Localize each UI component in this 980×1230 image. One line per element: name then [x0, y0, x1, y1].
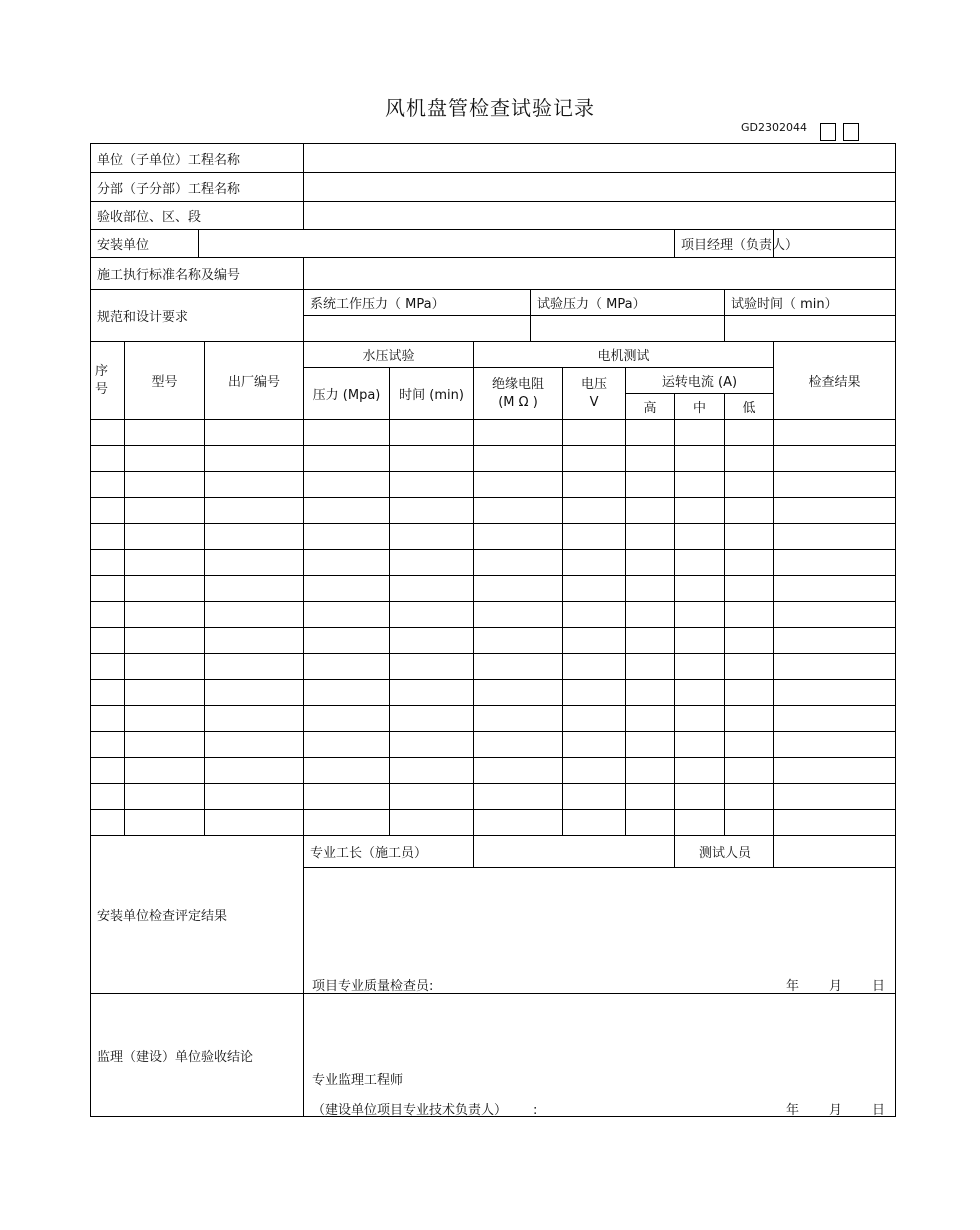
- table-cell[interactable]: [390, 524, 474, 550]
- table-cell[interactable]: [91, 446, 125, 472]
- table-cell[interactable]: [774, 732, 896, 758]
- table-cell[interactable]: [91, 524, 125, 550]
- table-cell[interactable]: [725, 550, 774, 576]
- table-cell[interactable]: [390, 446, 474, 472]
- table-cell[interactable]: [390, 810, 474, 836]
- table-cell[interactable]: [563, 706, 626, 732]
- table-cell[interactable]: [125, 576, 205, 602]
- table-cell[interactable]: [304, 758, 390, 784]
- table-cell[interactable]: [91, 758, 125, 784]
- table-cell[interactable]: [675, 628, 725, 654]
- value-sub-project[interactable]: [304, 173, 896, 202]
- table-cell[interactable]: [725, 420, 774, 446]
- table-cell[interactable]: [91, 628, 125, 654]
- table-cell[interactable]: [474, 784, 563, 810]
- table-cell[interactable]: [474, 602, 563, 628]
- table-cell[interactable]: [304, 550, 390, 576]
- table-cell[interactable]: [390, 576, 474, 602]
- table-cell[interactable]: [563, 498, 626, 524]
- table-row: [91, 758, 896, 784]
- table-cell[interactable]: [125, 654, 205, 680]
- table-cell[interactable]: [125, 758, 205, 784]
- header-insulation: [474, 368, 563, 420]
- row-acceptance-location: [91, 202, 896, 230]
- table-cell[interactable]: [675, 550, 725, 576]
- supervision-date-year: 年: [786, 1103, 800, 1118]
- table-cell[interactable]: [725, 680, 774, 706]
- table-cell[interactable]: [725, 628, 774, 654]
- table-cell[interactable]: [91, 654, 125, 680]
- table-row: [91, 706, 896, 732]
- table-row: [91, 446, 896, 472]
- label-sub-project: 分部（子分部）工程名称: [91, 173, 304, 202]
- table-cell[interactable]: [675, 706, 725, 732]
- install-signature-line: [312, 975, 885, 994]
- table-cell[interactable]: [774, 654, 896, 680]
- table-cell[interactable]: [304, 654, 390, 680]
- table-cell[interactable]: [563, 472, 626, 498]
- value-acceptance-location[interactable]: [304, 202, 896, 230]
- table-cell[interactable]: [563, 576, 626, 602]
- table-cell[interactable]: [205, 758, 304, 784]
- value-tester[interactable]: [774, 836, 896, 868]
- table-cell[interactable]: [91, 732, 125, 758]
- table-cell[interactable]: [774, 550, 896, 576]
- table-cell[interactable]: [474, 446, 563, 472]
- install-result-cell[interactable]: [304, 868, 896, 994]
- table-cell[interactable]: [675, 472, 725, 498]
- table-cell[interactable]: [91, 784, 125, 810]
- form-code: GD2302044: [741, 121, 807, 134]
- row-sub-project: [91, 173, 896, 202]
- row-header-1: [91, 342, 896, 368]
- header-voltage-line1: 电压: [581, 376, 608, 392]
- table-cell[interactable]: [626, 420, 675, 446]
- row-supervision-result: [91, 994, 896, 1117]
- table-cell[interactable]: [205, 576, 304, 602]
- table-cell[interactable]: [725, 784, 774, 810]
- table-cell[interactable]: [390, 784, 474, 810]
- table-cell[interactable]: [725, 472, 774, 498]
- label-design-requirements: 规范和设计要求: [91, 290, 304, 342]
- header-voltage: [563, 368, 626, 420]
- table-cell[interactable]: [474, 524, 563, 550]
- table-cell[interactable]: [774, 524, 896, 550]
- table-row: [91, 576, 896, 602]
- table-cell[interactable]: [304, 576, 390, 602]
- table-cell[interactable]: [390, 706, 474, 732]
- header-current: 运转电流 (A): [626, 368, 774, 394]
- table-cell[interactable]: [390, 472, 474, 498]
- table-cell[interactable]: [91, 576, 125, 602]
- table-cell[interactable]: [205, 706, 304, 732]
- table-cell[interactable]: [563, 628, 626, 654]
- page-title: 风机盘管检查试验记录: [385, 96, 595, 120]
- table-cell[interactable]: [91, 472, 125, 498]
- table-cell[interactable]: [675, 576, 725, 602]
- install-date-month: 月: [829, 979, 843, 994]
- supervision-date-day: 日: [872, 1103, 886, 1118]
- table-cell[interactable]: [205, 602, 304, 628]
- value-installation-unit[interactable]: [199, 230, 675, 258]
- header-current-mid: 中: [675, 394, 725, 420]
- value-construction-standard[interactable]: [304, 258, 896, 290]
- row-unit-project: [91, 144, 896, 173]
- table-cell[interactable]: [675, 524, 725, 550]
- table-cell[interactable]: [626, 810, 675, 836]
- table-cell[interactable]: [205, 680, 304, 706]
- table-cell[interactable]: [563, 654, 626, 680]
- install-date-day: 日: [872, 979, 886, 994]
- table-cell[interactable]: [626, 732, 675, 758]
- header-insulation-line1: 绝缘电阻: [492, 376, 545, 392]
- supervision-date: [786, 1099, 885, 1118]
- table-cell[interactable]: [474, 472, 563, 498]
- table-cell[interactable]: [125, 810, 205, 836]
- table-cell[interactable]: [474, 732, 563, 758]
- owner-rep-line: [312, 1099, 885, 1118]
- table-cell[interactable]: [125, 420, 205, 446]
- table-cell[interactable]: [774, 420, 896, 446]
- table-row: [91, 524, 896, 550]
- table-cell[interactable]: [390, 654, 474, 680]
- table-cell[interactable]: [304, 472, 390, 498]
- table-cell[interactable]: [125, 602, 205, 628]
- table-cell[interactable]: [725, 524, 774, 550]
- table-cell[interactable]: [725, 654, 774, 680]
- table-cell[interactable]: [675, 680, 725, 706]
- header-current-high: 高: [626, 394, 675, 420]
- table-cell[interactable]: [563, 602, 626, 628]
- table-cell[interactable]: [91, 420, 125, 446]
- table-row: [91, 680, 896, 706]
- table-cell[interactable]: [390, 628, 474, 654]
- table-cell[interactable]: [205, 628, 304, 654]
- table-cell[interactable]: [125, 732, 205, 758]
- table-row: [91, 602, 896, 628]
- table-row: [91, 654, 896, 680]
- table-cell[interactable]: [390, 550, 474, 576]
- label-test-pressure: 试验压力（ MPa）: [531, 290, 725, 316]
- supervisor-line: [312, 1069, 885, 1088]
- inspection-form-table: [90, 143, 896, 1117]
- table-cell[interactable]: [563, 758, 626, 784]
- table-cell[interactable]: [474, 576, 563, 602]
- table-cell[interactable]: [474, 628, 563, 654]
- row-installation-unit: [91, 230, 896, 258]
- table-cell[interactable]: [474, 706, 563, 732]
- table-cell[interactable]: [675, 732, 725, 758]
- table-cell[interactable]: [626, 524, 675, 550]
- label-construction-standard: 施工执行标准名称及编号: [91, 258, 304, 290]
- table-cell[interactable]: [125, 472, 205, 498]
- table-cell[interactable]: [774, 576, 896, 602]
- table-cell[interactable]: [774, 472, 896, 498]
- table-cell[interactable]: [304, 420, 390, 446]
- table-cell[interactable]: [725, 498, 774, 524]
- table-cell[interactable]: [390, 602, 474, 628]
- label-supervisor: 专业监理工程师: [312, 1073, 404, 1088]
- label-installation-unit: 安装单位: [91, 230, 199, 258]
- table-cell[interactable]: [125, 784, 205, 810]
- table-cell[interactable]: [304, 628, 390, 654]
- table-cell[interactable]: [304, 680, 390, 706]
- table-cell[interactable]: [390, 758, 474, 784]
- label-system-pressure: 系统工作压力（ MPa）: [304, 290, 531, 316]
- header-hydro-test: 水压试验: [304, 342, 474, 368]
- table-cell[interactable]: [626, 706, 675, 732]
- label-test-time: 试验时间（ min）: [725, 290, 896, 316]
- table-cell[interactable]: [626, 446, 675, 472]
- supervision-result-cell[interactable]: [304, 994, 896, 1117]
- table-cell[interactable]: [675, 654, 725, 680]
- header-current-low: 低: [725, 394, 774, 420]
- table-cell[interactable]: [474, 654, 563, 680]
- table-cell[interactable]: [626, 628, 675, 654]
- table-cell[interactable]: [725, 576, 774, 602]
- table-cell[interactable]: [205, 446, 304, 472]
- table-cell[interactable]: [390, 680, 474, 706]
- value-foreman[interactable]: [474, 836, 675, 868]
- table-cell[interactable]: [474, 680, 563, 706]
- table-cell[interactable]: [91, 602, 125, 628]
- row-design-requirements: [91, 290, 896, 316]
- table-cell[interactable]: [563, 420, 626, 446]
- label-unit-project: 单位（子单位）工程名称: [91, 144, 304, 173]
- table-cell[interactable]: [205, 550, 304, 576]
- table-cell[interactable]: [304, 602, 390, 628]
- table-row: [91, 784, 896, 810]
- table-cell[interactable]: [563, 680, 626, 706]
- table-row: [91, 550, 896, 576]
- label-owner-colon: :: [533, 1103, 538, 1118]
- table-row: [91, 732, 896, 758]
- table-cell[interactable]: [725, 810, 774, 836]
- table-cell[interactable]: [675, 784, 725, 810]
- value-test-time[interactable]: [725, 316, 896, 342]
- table-cell[interactable]: [474, 810, 563, 836]
- header-seq: [91, 342, 125, 420]
- table-cell[interactable]: [304, 498, 390, 524]
- data-rows: [91, 420, 896, 836]
- label-owner-rep-group: [312, 1099, 537, 1118]
- table-cell[interactable]: [390, 420, 474, 446]
- label-project-manager: 项目经理（负责人）: [675, 230, 774, 258]
- table-cell[interactable]: [626, 680, 675, 706]
- table-cell[interactable]: [725, 706, 774, 732]
- table-cell[interactable]: [125, 550, 205, 576]
- label-acceptance-location: 验收部位、区、段: [91, 202, 304, 230]
- table-cell[interactable]: [774, 602, 896, 628]
- table-cell[interactable]: [125, 446, 205, 472]
- table-cell[interactable]: [563, 446, 626, 472]
- code-box-2[interactable]: [843, 123, 859, 141]
- table-cell[interactable]: [563, 732, 626, 758]
- header-model: 型号: [125, 342, 205, 420]
- table-row: [91, 498, 896, 524]
- table-cell[interactable]: [304, 732, 390, 758]
- row-construction-standard: [91, 258, 896, 290]
- table-cell[interactable]: [125, 680, 205, 706]
- table-cell[interactable]: [91, 498, 125, 524]
- table-cell[interactable]: [91, 680, 125, 706]
- table-cell[interactable]: [626, 758, 675, 784]
- table-cell[interactable]: [474, 550, 563, 576]
- table-cell[interactable]: [125, 524, 205, 550]
- install-date-year: 年: [786, 979, 800, 994]
- table-row: [91, 628, 896, 654]
- table-cell[interactable]: [205, 524, 304, 550]
- label-quality-inspector: 项目专业质量检查员:: [312, 979, 434, 994]
- header-voltage-line2: V: [589, 394, 599, 410]
- table-row: [91, 472, 896, 498]
- table-cell[interactable]: [626, 472, 675, 498]
- header-pressure: 压力 (Mpa): [304, 368, 390, 420]
- header-time: 时间 (min): [390, 368, 474, 420]
- table-cell[interactable]: [205, 784, 304, 810]
- table-cell[interactable]: [626, 602, 675, 628]
- table-cell[interactable]: [725, 732, 774, 758]
- table-cell[interactable]: [474, 498, 563, 524]
- code-box-1[interactable]: [820, 123, 836, 141]
- table-cell[interactable]: [125, 628, 205, 654]
- table-cell[interactable]: [390, 732, 474, 758]
- table-cell[interactable]: [675, 602, 725, 628]
- table-cell[interactable]: [774, 446, 896, 472]
- label-supervision-result: 监理（建设）单位验收结论: [91, 994, 304, 1117]
- table-cell[interactable]: [774, 628, 896, 654]
- value-unit-project[interactable]: [304, 144, 896, 173]
- table-cell[interactable]: [205, 732, 304, 758]
- supervision-date-month: 月: [829, 1103, 843, 1118]
- table-cell[interactable]: [304, 784, 390, 810]
- label-owner-rep: （建设单位项目专业技术负责人）: [312, 1103, 508, 1118]
- table-row: [91, 420, 896, 446]
- label-install-result: 安装单位检查评定结果: [91, 836, 304, 994]
- table-cell[interactable]: [774, 498, 896, 524]
- label-tester: 测试人员: [675, 836, 774, 868]
- table-cell[interactable]: [675, 810, 725, 836]
- table-cell[interactable]: [626, 784, 675, 810]
- table-cell[interactable]: [774, 784, 896, 810]
- table-cell[interactable]: [91, 810, 125, 836]
- value-test-pressure[interactable]: [531, 316, 725, 342]
- table-cell[interactable]: [205, 810, 304, 836]
- table-cell[interactable]: [563, 784, 626, 810]
- table-cell[interactable]: [626, 654, 675, 680]
- table-cell[interactable]: [563, 810, 626, 836]
- table-cell[interactable]: [474, 758, 563, 784]
- table-cell[interactable]: [390, 498, 474, 524]
- table-cell[interactable]: [563, 550, 626, 576]
- header-insulation-line2: (M Ω ): [498, 394, 538, 410]
- table-cell[interactable]: [205, 498, 304, 524]
- table-cell[interactable]: [205, 472, 304, 498]
- table-cell[interactable]: [675, 498, 725, 524]
- header-seq-text: 序号: [95, 363, 109, 397]
- table-cell[interactable]: [205, 420, 304, 446]
- table-cell[interactable]: [205, 654, 304, 680]
- table-cell[interactable]: [626, 498, 675, 524]
- table-cell[interactable]: [304, 810, 390, 836]
- label-foreman: 专业工长（施工员）: [304, 836, 474, 868]
- table-cell[interactable]: [675, 446, 725, 472]
- header-factory-no: 出厂编号: [205, 342, 304, 420]
- table-cell[interactable]: [125, 498, 205, 524]
- table-cell[interactable]: [474, 420, 563, 446]
- header-result: 检查结果: [774, 342, 896, 420]
- table-cell[interactable]: [125, 706, 205, 732]
- header-motor-test: 电机测试: [474, 342, 774, 368]
- table-cell[interactable]: [304, 446, 390, 472]
- table-cell[interactable]: [304, 706, 390, 732]
- table-cell[interactable]: [725, 446, 774, 472]
- table-cell[interactable]: [774, 706, 896, 732]
- table-cell[interactable]: [304, 524, 390, 550]
- table-cell[interactable]: [675, 420, 725, 446]
- table-cell[interactable]: [91, 550, 125, 576]
- table-cell[interactable]: [774, 810, 896, 836]
- row-foreman: [91, 836, 896, 868]
- table-cell[interactable]: [774, 758, 896, 784]
- table-cell[interactable]: [774, 680, 896, 706]
- table-cell[interactable]: [91, 706, 125, 732]
- table-cell[interactable]: [725, 602, 774, 628]
- install-date: [786, 975, 885, 994]
- table-cell[interactable]: [626, 550, 675, 576]
- table-cell[interactable]: [626, 576, 675, 602]
- table-row: [91, 810, 896, 836]
- value-system-pressure[interactable]: [304, 316, 531, 342]
- table-cell[interactable]: [675, 758, 725, 784]
- table-cell[interactable]: [725, 758, 774, 784]
- table-cell[interactable]: [563, 524, 626, 550]
